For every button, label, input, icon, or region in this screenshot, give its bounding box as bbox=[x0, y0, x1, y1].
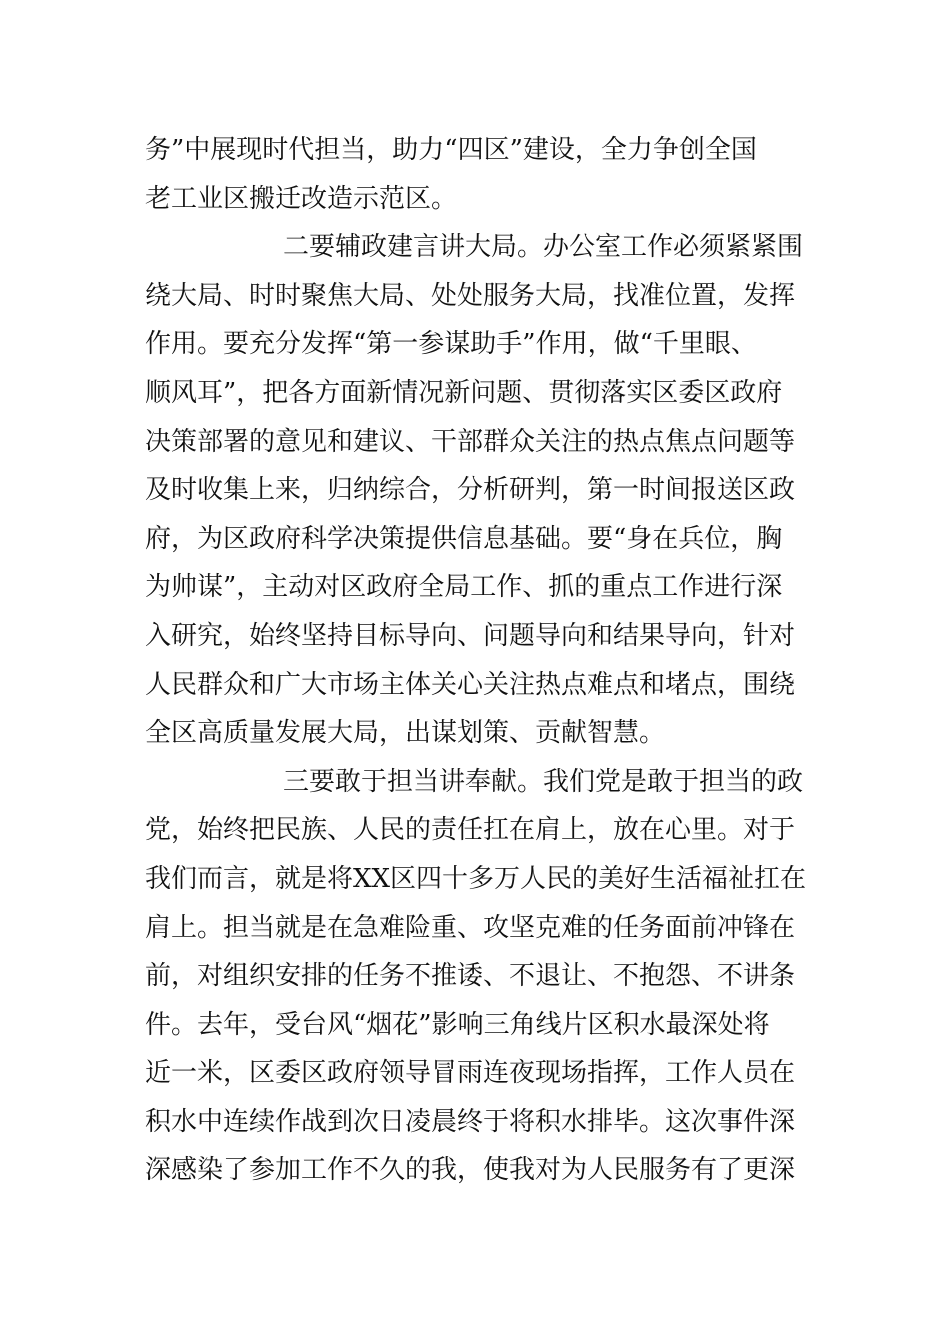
text-line: 肩上。担当就是在急难险重、攻坚克难的任务面前冲锋在 bbox=[145, 912, 796, 943]
text-line: 老工业区搬迁改造示范区。 bbox=[145, 183, 458, 214]
text-line: 积水中连续作战到次日凌晨终于将积水排毕。这次事件深 bbox=[145, 1106, 796, 1137]
text-line: 我们而言，就是将XX区四十多万人民的美好生活福祉扛在 bbox=[145, 863, 807, 894]
text-line: 府，为区政府科学决策提供信息基础。要“身在兵位，胸 bbox=[145, 523, 783, 554]
body-text bbox=[145, 126, 810, 1195]
text-line: 为帅谋”，主动对区政府全局工作、抓的重点工作进行深 bbox=[145, 572, 783, 603]
text-line: 入研究，始终坚持目标导向、问题导向和结果导向，针对 bbox=[145, 620, 796, 651]
text-line: 绕大局、时时聚焦大局、处处服务大局，找准位置，发挥 bbox=[145, 280, 796, 311]
text-line: 全区高质量发展大局，出谋划策、贡献智慧。 bbox=[145, 718, 666, 749]
text-line: 党，始终把民族、人民的责任扛在肩上，放在心里。对于 bbox=[145, 815, 796, 846]
text-line: 决策部署的意见和建议、干部群众关注的热点焦点问题等 bbox=[145, 426, 796, 457]
text-line: 前，对组织安排的任务不推诿、不退让、不抱怨、不讲条 bbox=[145, 961, 796, 992]
paragraph-heading-line: 二要辅政建言讲大局。办公室工作必须紧紧围 bbox=[283, 232, 804, 263]
text-line: 作用。要充分发挥“第一参谋助手”作用，做“千里眼、 bbox=[145, 329, 757, 360]
paragraph-heading-line: 三要敢于担当讲奉献。我们党是敢于担当的政 bbox=[283, 766, 804, 797]
text-line: 深感染了参加工作不久的我，使我对为人民服务有了更深 bbox=[145, 1155, 796, 1186]
text-line: 顺风耳”，把各方面新情况新问题、贯彻落实区委区政府 bbox=[145, 377, 783, 408]
text-line: 件。去年，受台风“烟花”影响三角线片区积水最深处将 bbox=[145, 1009, 770, 1040]
text-line: 近一米，区委区政府领导冒雨连夜现场指挥，工作人员在 bbox=[145, 1058, 796, 1089]
text-line: 人民群众和广大市场主体关心关注热点难点和堵点，围绕 bbox=[145, 669, 796, 700]
text-line: 务”中展现时代担当，助力“四区”建设，全力争创全国 bbox=[145, 135, 757, 165]
text-line: 及时收集上来，归纳综合，分析研判，第一时间报送区政 bbox=[145, 475, 796, 506]
